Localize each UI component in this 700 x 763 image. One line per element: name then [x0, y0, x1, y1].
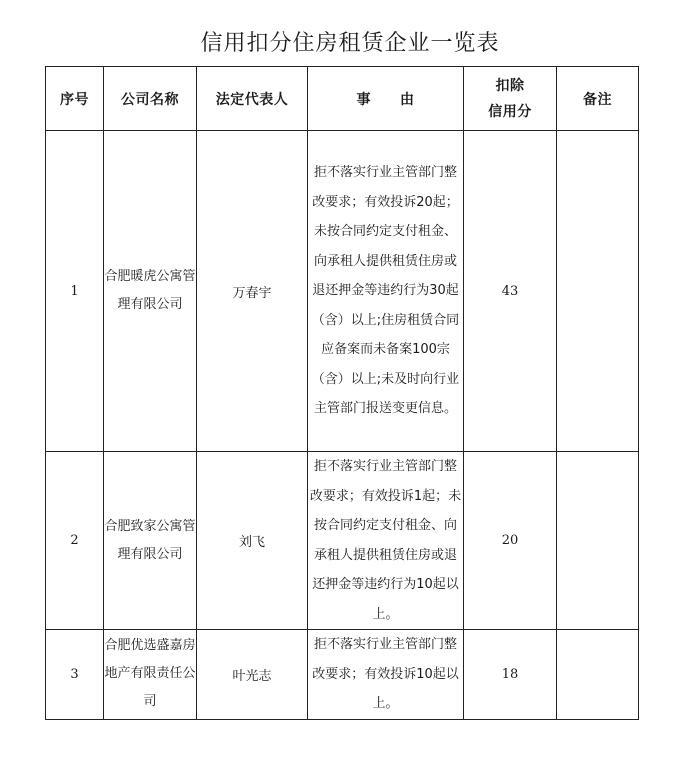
row-company: 合肥优选盛嘉房地产有限责任公司: [104, 630, 197, 720]
header-deduct-line1: 扣除: [495, 77, 525, 94]
header-reason: 事 由: [308, 67, 464, 131]
row-reason: 拒不落实行业主管部门整改要求；有效投诉20起；未按合同约定支付租金、向承租人提供租赁住房或退还押金等违约行为30起（含）以上;住房租赁合同应备案而未备案100宗（含）以上;未及时向行业主管部门报送变更信息。: [308, 131, 464, 452]
header-remarks: 备注: [557, 67, 639, 131]
header-deduct-score: [464, 67, 557, 131]
row-remarks: [557, 452, 639, 630]
row-legal-rep: 万春宇: [197, 131, 308, 452]
header-deduct-line2: 信用分: [488, 103, 532, 120]
row-reason: 拒不落实行业主管部门整改要求；有效投诉1起；未按合同约定支付租金、向承租人提供租赁住房或退还押金等违约行为10起以上。: [308, 452, 464, 630]
header-index: 序号: [46, 67, 104, 131]
row-legal-rep: 刘飞: [197, 452, 308, 630]
row-remarks: [557, 131, 639, 452]
row-legal-rep: 叶光志: [197, 630, 308, 720]
row-remarks: [557, 630, 639, 720]
row-index: 1: [46, 131, 104, 452]
row-score: 18: [464, 630, 557, 720]
row-reason: 拒不落实行业主管部门整改要求；有效投诉10起以上。: [308, 630, 464, 720]
row-index: 3: [46, 630, 104, 720]
enterprise-table: [45, 66, 639, 720]
table-row: [46, 452, 639, 630]
row-score: 20: [464, 452, 557, 630]
row-score: 43: [464, 131, 557, 452]
table-row: [46, 131, 639, 452]
table-row: [46, 630, 639, 720]
document-title: 信用扣分住房租赁企业一览表: [200, 31, 500, 56]
header-row: [46, 67, 639, 131]
header-company: 公司名称: [104, 67, 197, 131]
row-company: 合肥暖虎公寓管理有限公司: [104, 131, 197, 452]
row-index: 2: [46, 452, 104, 630]
row-company: 合肥致家公寓管理有限公司: [104, 452, 197, 630]
header-legal-rep: 法定代表人: [197, 67, 308, 131]
